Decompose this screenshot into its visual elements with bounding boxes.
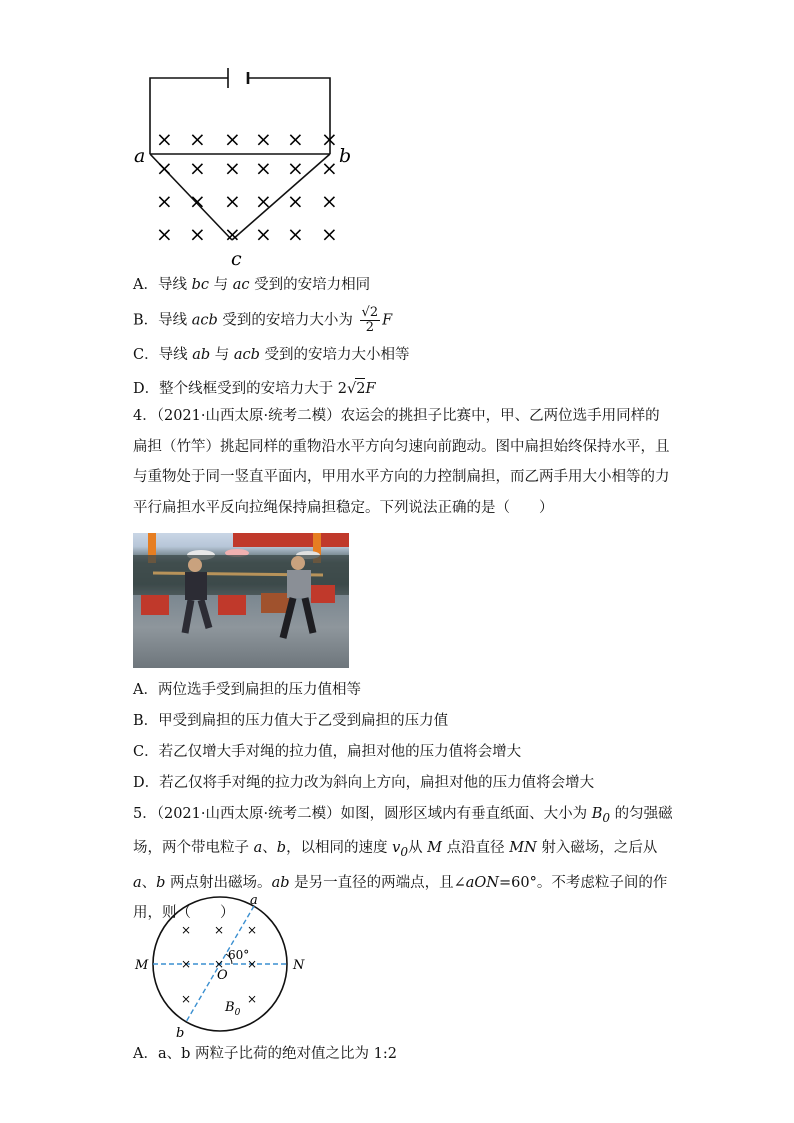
label-O: O xyxy=(217,968,228,983)
label-b: b xyxy=(176,1026,185,1041)
q4-option-c: C．若乙仅增大手对绳的拉力值，扁担对他的压力值将会增大 xyxy=(133,744,522,760)
race-photo xyxy=(133,533,349,668)
field-cross: × xyxy=(156,127,173,151)
field-cross: × xyxy=(287,189,304,213)
field-cross: × xyxy=(287,127,304,151)
field-cross: × xyxy=(214,957,225,971)
q4-option-d: D．若乙仅将手对绳的拉力改为斜向上方向，扁担对他的压力值将会增大 xyxy=(133,775,595,791)
field-cross: × xyxy=(181,957,192,971)
field-cross: × xyxy=(321,222,338,246)
field-cross: × xyxy=(224,189,241,213)
field-cross: × xyxy=(181,923,192,937)
field-cross: × xyxy=(247,957,258,971)
label-c: c xyxy=(231,248,242,270)
q4-option-a: A．两位选手受到扁担的压力值相等 xyxy=(133,682,361,698)
field-cross: × xyxy=(156,222,173,246)
field-cross: × xyxy=(247,923,258,937)
field-cross: × xyxy=(255,222,272,246)
q3-option-b: B．导线 acb 受到的安培力大小为 $\frac{√2}{2}$ F xyxy=(133,305,393,335)
field-cross: × xyxy=(255,189,272,213)
q4-option-b: B．甲受到扁担的压力值大于乙受到扁担的压力值 xyxy=(133,713,449,729)
wire-frame-figure xyxy=(130,62,360,272)
fraction-sqrt2-over-2: $\frac{√2}{2}$ xyxy=(361,305,379,335)
field-crosses xyxy=(156,127,338,246)
q3-option-d: D．整个线框受到的安培力大于 2√2F xyxy=(133,378,376,399)
label-b: b xyxy=(339,145,352,167)
label-a: a xyxy=(134,145,146,167)
field-cross: × xyxy=(189,189,206,213)
field-cross: × xyxy=(255,156,272,180)
field-cross: × xyxy=(321,156,338,180)
field-cross: × xyxy=(156,156,173,180)
field-cross: × xyxy=(224,222,241,246)
q3-option-a: A．导线 bc 与 ac 受到的安培力相同 xyxy=(133,277,371,293)
q4-stem: 4．（2021·山西太原·统考二模）农运会的挑担子比赛中，甲、乙两位选手用同样的扁担（竹竿）挑起同样的重物沿水平方向匀速向前跑动。图中扁担始终保持水平，且与重物处于同一竖直平面内，甲用水平方向的力控制扁担，而乙两手用大小相等的力平行扁担水平反向拉绳保持扁担稳定。下列说法正确的是（ ） xyxy=(133,408,670,516)
field-cross: × xyxy=(321,189,338,213)
field-cross: × xyxy=(321,127,338,151)
label-M: M xyxy=(135,958,149,973)
field-cross: × xyxy=(287,222,304,246)
circular-field-figure xyxy=(130,893,310,1043)
field-cross: × xyxy=(189,222,206,246)
q3-option-c: C．导线 ab 与 acb 受到的安培力大小相等 xyxy=(133,347,410,363)
field-cross: × xyxy=(247,992,258,1006)
q5-option-a: A．a、b 两粒子比荷的绝对值之比为 1:2 xyxy=(133,1046,397,1062)
field-cross: × xyxy=(214,923,225,937)
label-a: a xyxy=(250,893,258,908)
field-cross: × xyxy=(156,189,173,213)
field-cross: × xyxy=(287,156,304,180)
field-cross: × xyxy=(189,127,206,151)
field-cross: × xyxy=(224,156,241,180)
angle-label: 60° xyxy=(228,948,250,962)
label-N: N xyxy=(293,958,305,973)
field-cross: × xyxy=(255,127,272,151)
field-cross: × xyxy=(189,156,206,180)
q5-stem: 5．（2021·山西太原·统考二模）如图，圆形区域内有垂直纸面、大小为 $B_0$ 的匀强磁场，两个带电粒子 a、b，以相同的速度 $v_0$从 M 点沿直径 MN 射入磁场，之后从 a、b 两点射出磁场。ab 是另一直径的两端点，且∠aON=60°。不考虑粒子间的作用，则（ ） xyxy=(133,806,673,922)
field-cross: × xyxy=(224,127,241,151)
field-label: $B_0$ xyxy=(225,1000,241,1018)
field-cross: × xyxy=(181,992,192,1006)
